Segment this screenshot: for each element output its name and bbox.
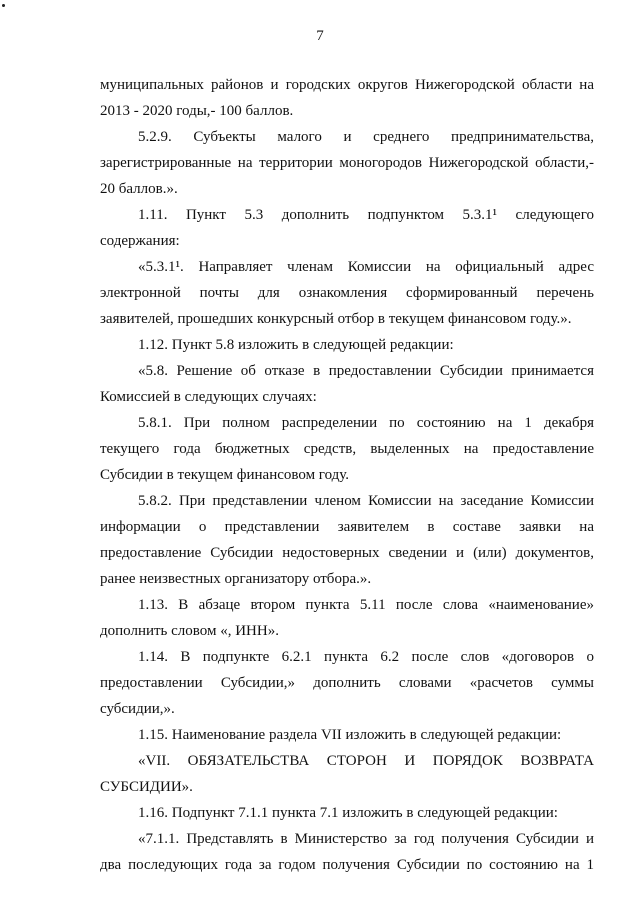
text-line: СУБСИДИИ».	[100, 779, 193, 795]
text-line: электронной почты для ознакомления сформированный перечень	[100, 285, 594, 301]
text-line: 1.13. В абзаце втором пункта 5.11 после слова «наименование»	[138, 597, 594, 613]
text-line: предоставлении Субсидии,» дополнить словами «расчетов суммы	[100, 675, 594, 691]
text-line: 5.8.2. При представлении членом Комиссии на заседание Комиссии	[138, 493, 594, 509]
text-line: зарегистрированные на территории моногородов Нижегородской области,-	[100, 155, 594, 171]
text-line: Субсидии в текущем финансовом году.	[100, 467, 350, 483]
document-body	[100, 72, 594, 878]
text-line: «7.1.1. Представлять в Министерство за год получения Субсидии и	[138, 831, 594, 847]
page-number: 7	[316, 28, 324, 44]
text-line: 2013 - 2020 годы,- 100 баллов.	[100, 103, 294, 119]
text-line: предоставление Субсидии недостоверных сведении и (или) документов,	[100, 545, 594, 561]
text-line: заявителей, прошедших конкурсный отбор в текущем финансовом году.».	[100, 311, 572, 327]
text-line: текущего года бюджетных средств, выделенных на предоставление	[100, 441, 594, 457]
text-line: содержания:	[100, 233, 180, 249]
text-line: «5.3.1¹. Направляет членам Комиссии на официальный адрес	[138, 259, 594, 275]
scan-dot	[2, 4, 5, 7]
text-line: 1.16. Подпункт 7.1.1 пункта 7.1 изложить в следующей редакции:	[138, 805, 558, 821]
text-line: информации о представлении заявителем в составе заявки на	[100, 519, 594, 535]
text-line: 5.2.9. Субъекты малого и среднего предпринимательства,	[138, 129, 594, 145]
text-line: Комиссией в следующих случаях:	[100, 389, 317, 405]
text-line: 1.11. Пункт 5.3 дополнить подпунктом 5.3.1¹ следующего	[138, 207, 594, 223]
text-line: ранее неизвестных организатору отбора.».	[100, 571, 372, 587]
text-line: муниципальных районов и городских округов Нижегородской области на	[100, 77, 594, 93]
text-line: 1.12. Пункт 5.8 изложить в следующей редакции:	[138, 337, 454, 353]
text-line: субсидии,».	[100, 701, 175, 717]
text-line: 5.8.1. При полном распределении по состоянию на 1 декабря	[138, 415, 594, 431]
text-line: «5.8. Решение об отказе в предоставлении Субсидии принимается	[138, 363, 594, 379]
text-line: 1.15. Наименование раздела VII изложить в следующей редакции:	[138, 727, 562, 743]
text-line: «VII. ОБЯЗАТЕЛЬСТВА СТОРОН И ПОРЯДОК ВОЗВРАТА	[138, 753, 594, 769]
text-line: дополнить словом «, ИНН».	[100, 623, 279, 639]
text-line: 1.14. В подпункте 6.2.1 пункта 6.2 после слов «договоров о	[138, 649, 594, 665]
text-line: два последующих года за годом получения Субсидии по состоянию на 1	[100, 857, 594, 873]
text-line: 20 баллов.».	[100, 181, 178, 197]
